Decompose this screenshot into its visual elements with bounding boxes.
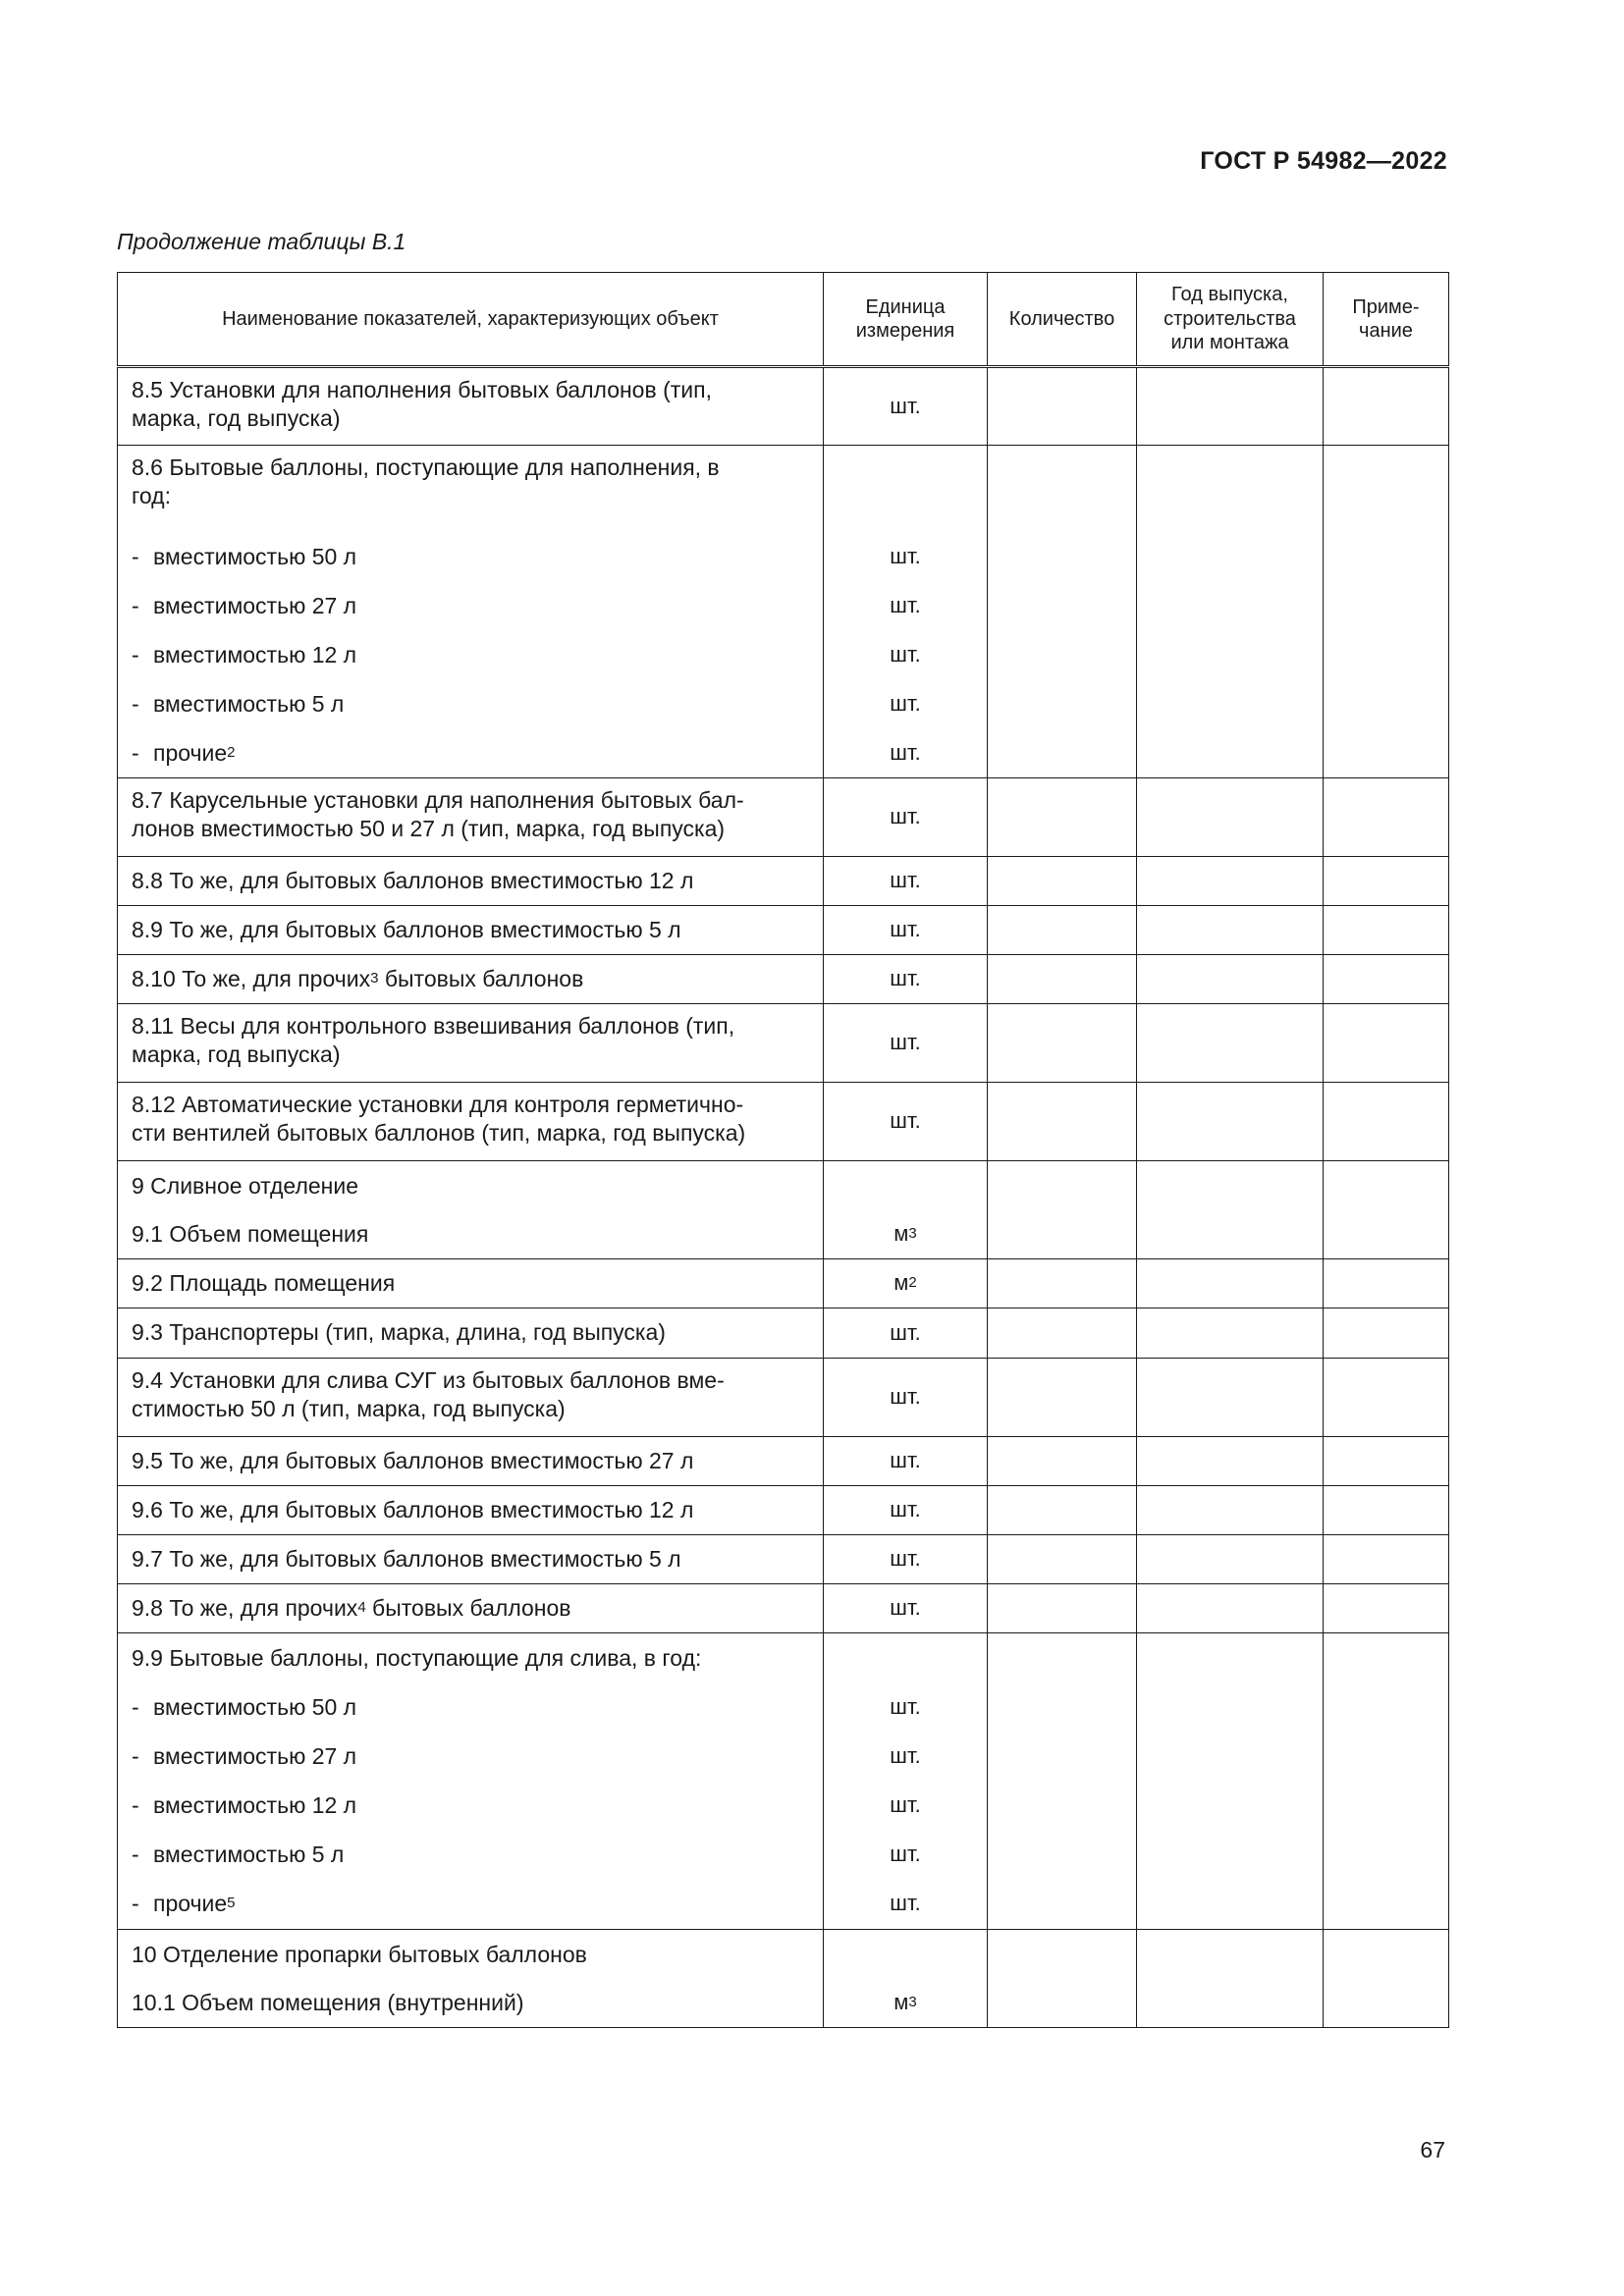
row-name-9-6: 9.6 То же, для бытовых баллонов вместимостью 12 л: [118, 1486, 824, 1535]
document-standard-header: ГОСТ Р 54982—2022: [1200, 147, 1447, 175]
list-item: - вместимостью 12 л: [132, 1791, 357, 1818]
row-name-8-8: 8.8 То же, для бытовых баллонов вместимостью 12 л: [118, 857, 824, 906]
row-name-9-2: 9.2 Площадь помещения: [118, 1259, 824, 1308]
table-header-row: [118, 273, 1449, 367]
list-item: - вместимостью 5 л: [132, 690, 345, 717]
table-row: 8.12 Автоматические установки для контроля герметично- сти вентилей бытовых баллонов (тип, марка, год выпуска) шт.: [118, 1083, 1449, 1161]
row-name-8-11: 8.11 Весы для контрольного взвешивания баллонов (тип, марка, год выпуска): [118, 1004, 824, 1083]
row-name-10-1: 10 Отделение пропарки бытовых баллонов 10.1 Объем помещения (внутренний): [118, 1930, 824, 2028]
row-unit-8-6: шт. шт. шт. шт. шт.: [824, 446, 988, 778]
column-header-year: Год выпуска, строительства или монтажа: [1137, 273, 1324, 367]
row-name-9-8: 9.8 То же, для прочих 4 бытовых баллонов: [118, 1584, 824, 1633]
row-name-8-9: 8.9 То же, для бытовых баллонов вместимостью 5 л: [118, 906, 824, 955]
table-row: 9 Сливное отделение 9.1 Объем помещения м 3: [118, 1161, 1449, 1259]
table-row: [118, 367, 1449, 446]
table-row: 9.8 То же, для прочих 4 бытовых баллонов шт.: [118, 1584, 1449, 1633]
table-row: 8.11 Весы для контрольного взвешивания баллонов (тип, марка, год выпуска) шт.: [118, 1004, 1449, 1083]
row-name-9-9: 9.9 Бытовые баллоны, поступающие для слива, в год: - вместимостью 50 л - вместимостью 27 л - вместимостью 12 л - вместимостью 5 л - прочие 5: [118, 1633, 824, 1930]
table-row: [118, 446, 1449, 778]
table-row: 9.3 Транспортеры (тип, марка, длина, год выпуска) шт.: [118, 1308, 1449, 1359]
table-row: 8.9 То же, для бытовых баллонов вместимостью 5 л шт.: [118, 906, 1449, 955]
column-header-quantity: Количество: [988, 273, 1137, 367]
table-row: 10 Отделение пропарки бытовых баллонов 10.1 Объем помещения (внутренний) м 3: [118, 1930, 1449, 2028]
row-name-8-12: 8.12 Автоматические установки для контроля герметично- сти вентилей бытовых баллонов (тип, марка, год выпуска): [118, 1083, 824, 1161]
table-caption: Продолжение таблицы В.1: [117, 229, 406, 254]
row-name-9-3: 9.3 Транспортеры (тип, марка, длина, год выпуска): [118, 1308, 824, 1359]
row-name-9-4: 9.4 Установки для слива СУГ из бытовых баллонов вме- стимостью 50 л (тип, марка, год выпуска): [118, 1359, 824, 1437]
page-number: 67: [1420, 2137, 1445, 2163]
row-name-8-10: 8.10 То же, для прочих 3 бытовых баллонов: [118, 955, 824, 1004]
table-row: 8.10 То же, для прочих 3 бытовых баллонов шт.: [118, 955, 1449, 1004]
row-name-9-5: 9.5 То же, для бытовых баллонов вместимостью 27 л: [118, 1437, 824, 1486]
row-name-9-7: 9.7 То же, для бытовых баллонов вместимостью 5 л: [118, 1535, 824, 1584]
list-item: - вместимостью 50 л: [132, 1693, 357, 1720]
list-item: - вместимостью 27 л: [132, 592, 357, 618]
list-item: - прочие 2: [132, 739, 236, 766]
table-row: 9.6 То же, для бытовых баллонов вместимостью 12 л шт.: [118, 1486, 1449, 1535]
row-name-8-7: 8.7 Карусельные установки для наполнения бытовых бал- лонов вместимостью 50 и 27 л (тип, марка, год выпуска): [118, 778, 824, 857]
column-header-name: Наименование показателей, характеризующих объект: [118, 273, 824, 367]
list-item: - вместимостью 50 л: [132, 543, 357, 569]
column-header-note: Приме- чание: [1324, 273, 1449, 367]
row-unit-8-5: шт.: [824, 367, 988, 446]
list-item: - вместимостью 12 л: [132, 641, 357, 667]
table-row: 8.7 Карусельные установки для наполнения бытовых бал- лонов вместимостью 50 и 27 л (тип, марка, год выпуска) шт.: [118, 778, 1449, 857]
row-unit-9-9: шт. шт. шт. шт. шт.: [824, 1633, 988, 1930]
column-header-unit: Единица измерения: [824, 273, 988, 367]
table-row: 9.7 То же, для бытовых баллонов вместимостью 5 л шт.: [118, 1535, 1449, 1584]
table-row: [118, 1633, 1449, 1930]
table-row: 9.5 То же, для бытовых баллонов вместимостью 27 л шт.: [118, 1437, 1449, 1486]
row-name-8-5: 8.5 Установки для наполнения бытовых баллонов (тип, марка, год выпуска): [118, 367, 824, 446]
list-item: - вместимостью 27 л: [132, 1742, 357, 1769]
table-row: 9.2 Площадь помещения м 2: [118, 1259, 1449, 1308]
specification-table: [117, 272, 1449, 2028]
row-name-9-1: 9 Сливное отделение 9.1 Объем помещения: [118, 1161, 824, 1259]
table-row: 9.4 Установки для слива СУГ из бытовых баллонов вме- стимостью 50 л (тип, марка, год выпуска) шт.: [118, 1359, 1449, 1437]
row-name-8-6: 8.6 Бытовые баллоны, поступающие для наполнения, в год: - вместимостью 50 л - вместимостью 27 л - вместимостью 12 л - вместимостью 5 л - прочие 2: [118, 446, 824, 778]
list-item: - вместимостью 5 л: [132, 1841, 345, 1867]
list-item: - прочие 5: [132, 1890, 236, 1916]
table-row: 8.8 То же, для бытовых баллонов вместимостью 12 л шт.: [118, 857, 1449, 906]
